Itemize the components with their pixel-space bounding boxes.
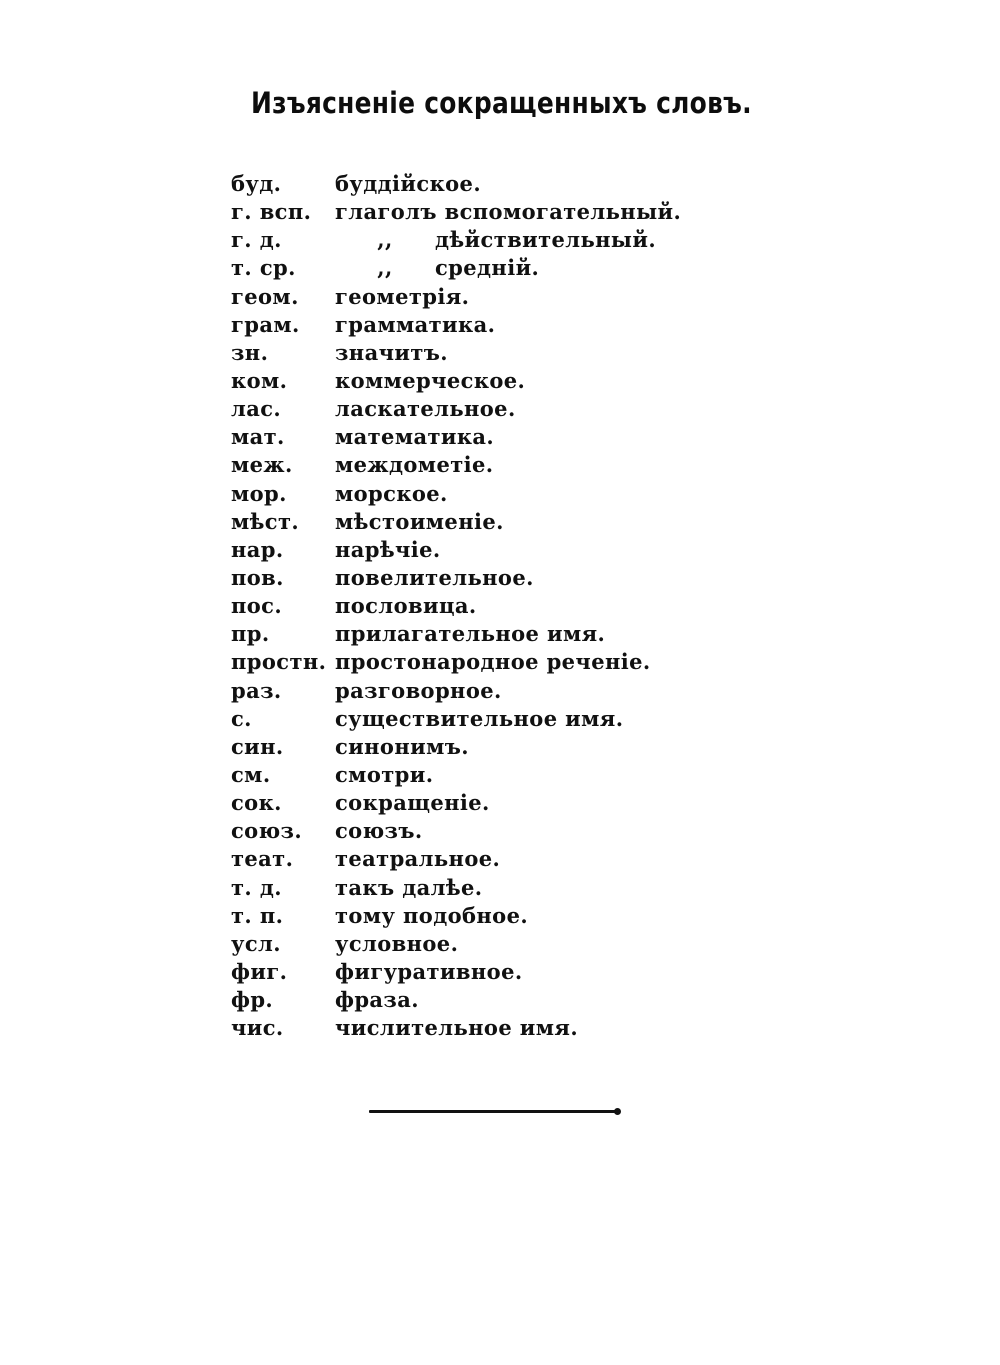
- abbreviation: союз.: [231, 818, 303, 844]
- abbreviation: зн.: [231, 339, 269, 365]
- meaning-text: союзъ.: [335, 818, 423, 844]
- abbreviation-row: [231, 1014, 751, 1042]
- meaning-text: ласкательное.: [335, 396, 516, 422]
- abbreviation-row: [231, 958, 751, 986]
- abbreviation: мор.: [231, 480, 287, 506]
- abbreviation-row: [231, 283, 751, 311]
- abbreviation: меж.: [231, 452, 293, 478]
- abbreviation-row: [231, 226, 751, 254]
- meaning-text: грамматика.: [335, 311, 496, 337]
- abbreviation-list: [231, 170, 751, 1042]
- abbreviation-meaning: [335, 930, 458, 958]
- abbreviation: раз.: [231, 677, 282, 703]
- abbreviation-row: [231, 564, 751, 592]
- abbreviation: теат.: [231, 846, 294, 872]
- abbreviation: г. всп.: [231, 199, 312, 225]
- closing-rule-end: [614, 1108, 621, 1115]
- abbreviation-row: [231, 677, 751, 705]
- abbreviation-row: [231, 874, 751, 902]
- abbreviation-meaning: [335, 845, 500, 873]
- meaning-text: междометіе.: [335, 452, 494, 478]
- abbreviation: мѣст.: [231, 508, 300, 534]
- abbreviation-row: [231, 902, 751, 930]
- meaning-text: дѣйствительный.: [435, 227, 657, 253]
- abbreviation: нар.: [231, 536, 284, 562]
- abbreviation: простн.: [231, 649, 327, 675]
- abbreviation-meaning: [335, 170, 481, 198]
- abbreviation-row: [231, 789, 751, 817]
- abbreviation-meaning: [335, 592, 477, 620]
- abbreviation-meaning: [335, 874, 482, 902]
- abbreviation: син.: [231, 733, 284, 759]
- abbreviation: усл.: [231, 930, 281, 956]
- abbreviation: г. д.: [231, 227, 282, 253]
- abbreviation-meaning: [335, 986, 419, 1014]
- abbreviation-row: [231, 311, 751, 339]
- meaning-text: разговорное.: [335, 677, 502, 703]
- meaning-text: нарѣчіе.: [335, 536, 441, 562]
- abbreviation: см.: [231, 761, 271, 787]
- abbreviation-row: [231, 367, 751, 395]
- abbreviation-meaning: [335, 958, 523, 986]
- meaning-text: смотри.: [335, 761, 434, 787]
- abbreviation-row: [231, 423, 751, 451]
- abbreviation-meaning: [335, 620, 605, 648]
- abbreviation-row: [231, 536, 751, 564]
- abbreviation-row: [231, 930, 751, 958]
- abbreviation-row: [231, 480, 751, 508]
- meaning-text: фигуративное.: [335, 958, 523, 984]
- abbreviation-row: [231, 986, 751, 1014]
- abbreviation-meaning: [335, 367, 525, 395]
- meaning-text: сокращеніе.: [335, 790, 490, 816]
- abbreviation-meaning: [335, 339, 448, 367]
- abbreviation: т. ср.: [231, 255, 296, 281]
- abbreviation-row: [231, 508, 751, 536]
- meaning-text: значитъ.: [335, 339, 448, 365]
- meaning-text: такъ далѣе.: [335, 874, 483, 900]
- abbreviation: грам.: [231, 311, 300, 337]
- abbreviation: фиг.: [231, 958, 288, 984]
- abbreviation-row: [231, 592, 751, 620]
- abbreviation-meaning: [335, 395, 516, 423]
- abbreviation-meaning: [335, 902, 528, 930]
- abbreviation-meaning: [335, 508, 504, 536]
- abbreviation-meaning: [335, 677, 502, 705]
- abbreviation-row: [231, 339, 751, 367]
- abbreviation: буд.: [231, 171, 282, 196]
- abbreviation-meaning: [335, 648, 651, 676]
- abbreviation-meaning: [335, 733, 469, 761]
- meaning-text: условное.: [335, 930, 459, 956]
- abbreviation-meaning: [335, 283, 469, 311]
- meaning-text: театральное.: [335, 846, 501, 872]
- abbreviation-row: [231, 620, 751, 648]
- abbreviation: т. п.: [231, 902, 284, 928]
- meaning-text: глаголъ вспомогательный.: [335, 199, 682, 225]
- abbreviation-meaning: [335, 480, 448, 508]
- abbreviation-meaning: [335, 789, 490, 817]
- ditto-mark: ,,: [377, 227, 393, 253]
- abbreviation: сок.: [231, 790, 282, 816]
- abbreviation: ком.: [231, 367, 288, 393]
- abbreviation-meaning: [335, 817, 423, 845]
- meaning-text: морское.: [335, 480, 448, 506]
- meaning-text: математика.: [335, 424, 495, 450]
- abbreviation-row: [231, 705, 751, 733]
- abbreviation: пос.: [231, 593, 283, 619]
- abbreviation: пр.: [231, 621, 270, 647]
- meaning-text: повелительное.: [335, 564, 534, 590]
- abbreviation: т. д.: [231, 874, 282, 900]
- meaning-text: числительное имя.: [335, 1015, 579, 1041]
- abbreviation: мат.: [231, 424, 285, 450]
- abbreviation-meaning: [335, 705, 623, 733]
- abbreviation-meaning: [335, 451, 493, 479]
- ditto-mark: ,,: [377, 255, 393, 281]
- meaning-text: пословица.: [335, 593, 477, 619]
- abbreviation-meaning: [335, 198, 681, 226]
- abbreviation-row: [231, 451, 751, 479]
- abbreviation-meaning: [335, 1014, 578, 1042]
- abbreviation-row: [231, 254, 751, 282]
- meaning-text: мѣстоименіе.: [335, 508, 504, 534]
- meaning-text: геометрія.: [335, 283, 470, 309]
- meaning-text: фраза.: [335, 987, 419, 1013]
- abbreviation-row: [231, 395, 751, 423]
- abbreviation: с.: [231, 705, 252, 731]
- meaning-text: прилагательное имя.: [335, 621, 606, 647]
- meaning-text: средній.: [435, 255, 540, 281]
- abbreviation-row: [231, 733, 751, 761]
- meaning-text: тому подобное.: [335, 902, 529, 928]
- abbreviation-meaning: [335, 423, 494, 451]
- abbreviation-meaning: [335, 564, 534, 592]
- abbreviation: геом.: [231, 283, 299, 309]
- meaning-text: синонимъ.: [335, 733, 469, 759]
- abbreviation-row: [231, 648, 751, 676]
- page-title: Изъясненіе сокращенныхъ словъ.: [250, 86, 752, 120]
- meaning-text: существительное имя.: [335, 705, 624, 731]
- abbreviation-meaning: [335, 536, 441, 564]
- abbreviation: пов.: [231, 564, 284, 590]
- abbreviation-meaning: [335, 761, 433, 789]
- meaning-text: буддійское.: [335, 171, 482, 196]
- meaning-text: простонародное реченіе.: [335, 649, 651, 675]
- abbreviation-meaning: [335, 254, 539, 282]
- abbreviation: чис.: [231, 1015, 284, 1041]
- abbreviation: лас.: [231, 396, 282, 422]
- abbreviation-row: [231, 817, 751, 845]
- abbreviation: фр.: [231, 987, 274, 1013]
- abbreviation-row: [231, 198, 751, 226]
- abbreviation-meaning: [335, 226, 656, 254]
- meaning-text: коммерческое.: [335, 367, 526, 393]
- closing-rule: [369, 1110, 619, 1113]
- abbreviation-row: [231, 170, 751, 198]
- abbreviation-row: [231, 845, 751, 873]
- abbreviation-meaning: [335, 311, 495, 339]
- abbreviation-row: [231, 761, 751, 789]
